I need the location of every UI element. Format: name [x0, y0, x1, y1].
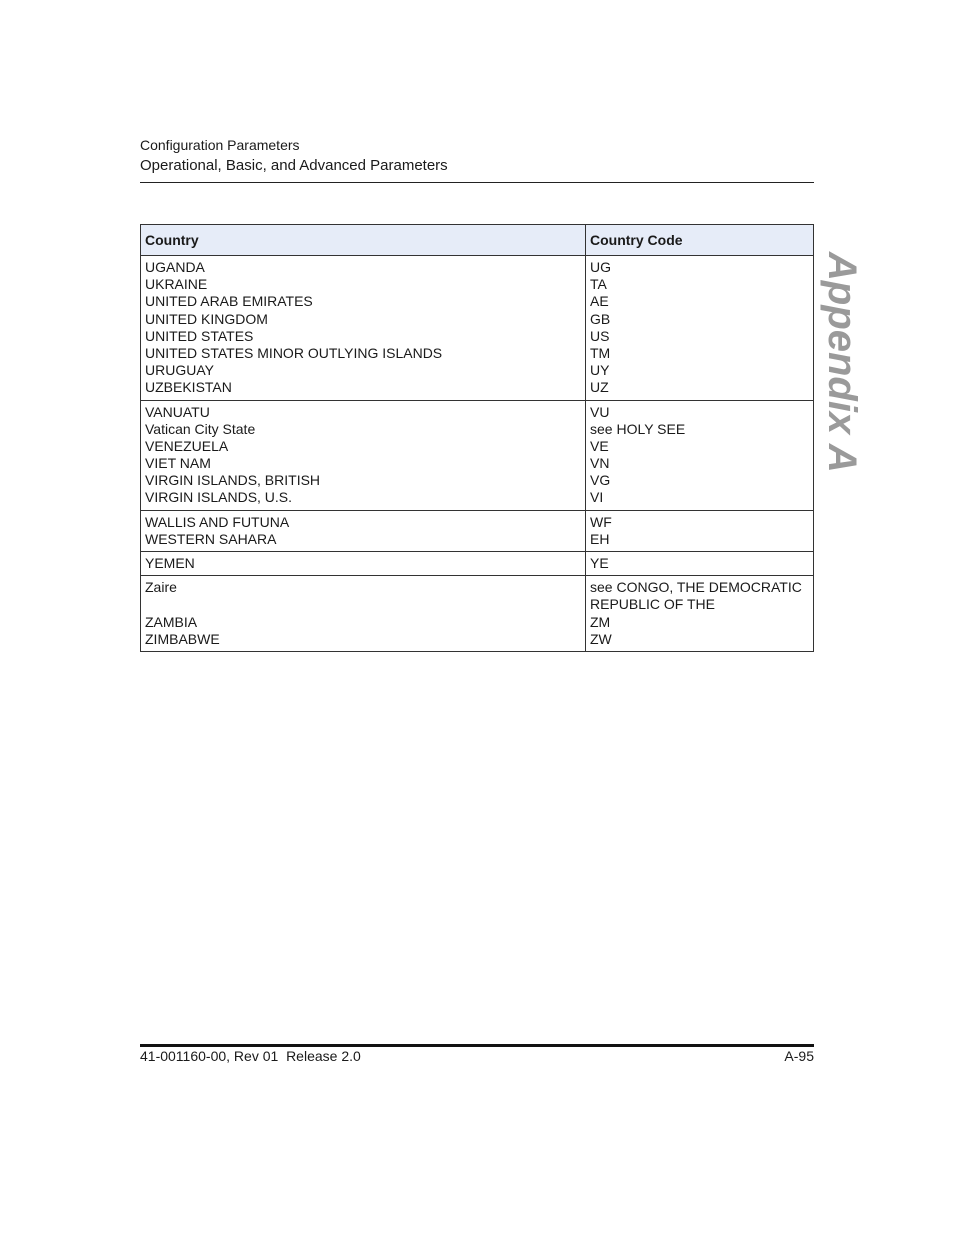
country-code: UY — [590, 362, 610, 379]
country-cell — [141, 256, 586, 401]
country-name: UNITED ARAB EMIRATES — [145, 293, 313, 310]
appendix-side-tab — [820, 252, 864, 473]
column-header-country: Country — [141, 225, 586, 256]
country-name: YEMEN — [145, 555, 195, 571]
country-code: VN — [590, 455, 610, 472]
appendix-side-tab-label: Appendix A — [820, 252, 864, 473]
country-name: UGANDA — [145, 259, 205, 275]
country-code: VG — [590, 472, 611, 489]
country-code-cell — [586, 256, 814, 401]
country-code-cell — [586, 552, 814, 576]
country-name-spacer — [145, 596, 581, 613]
country-code-table — [140, 224, 814, 652]
country-code: GB — [590, 310, 611, 327]
running-header-subsection: Operational, Basic, and Advanced Parameters — [140, 157, 448, 174]
country-code: EH — [590, 530, 610, 547]
country-name: VIET NAM — [145, 455, 211, 472]
country-code-cell — [586, 400, 814, 510]
table-row — [141, 256, 814, 401]
country-name: VANUATU — [145, 403, 210, 420]
footer-page-number: A-95 — [784, 1048, 814, 1064]
country-code: UZ — [590, 379, 609, 396]
table-row — [141, 552, 814, 576]
country-cell — [141, 552, 586, 576]
country-name: ZIMBABWE — [145, 630, 220, 647]
country-cell — [141, 510, 586, 551]
country-cell — [141, 576, 586, 652]
country-code: see CONGO, THE DEMOCRATIC — [590, 579, 802, 596]
country-code: YE — [590, 555, 609, 571]
country-name: URUGUAY — [145, 362, 214, 379]
country-code: TA — [590, 276, 607, 293]
country-name: UNITED STATES MINOR OUTLYING ISLANDS — [145, 344, 443, 361]
country-code: WF — [590, 513, 612, 530]
country-name: VIRGIN ISLANDS, BRITISH — [145, 472, 321, 489]
country-code: US — [590, 327, 610, 344]
country-name: WALLIS AND FUTUNA — [145, 513, 290, 530]
country-name: Vatican City State — [145, 420, 256, 437]
country-name: WESTERN SAHARA — [145, 530, 277, 547]
country-name: UNITED STATES — [145, 327, 254, 344]
table-row — [141, 510, 814, 551]
country-name: Zaire — [145, 579, 177, 596]
country-name: ZAMBIA — [145, 613, 198, 630]
country-code: TM — [590, 344, 611, 361]
country-code: REPUBLIC OF THE — [590, 596, 715, 613]
footer-rule — [140, 1044, 814, 1047]
country-name: UZBEKISTAN — [145, 379, 232, 396]
country-code: AE — [590, 293, 609, 310]
country-code: VE — [590, 437, 609, 454]
country-cell — [141, 400, 586, 510]
country-code: ZM — [590, 613, 611, 630]
table-header-row — [141, 225, 814, 256]
country-code: VU — [590, 403, 610, 420]
country-code-cell — [586, 576, 814, 652]
country-name: VENEZUELA — [145, 437, 229, 454]
table-row — [141, 576, 814, 652]
country-name: VIRGIN ISLANDS, U.S. — [145, 489, 293, 506]
country-code: ZW — [590, 630, 612, 647]
country-code-cell — [586, 510, 814, 551]
running-header-section: Configuration Parameters — [140, 137, 300, 153]
country-code: see HOLY SEE — [590, 420, 686, 437]
country-name: UKRAINE — [145, 276, 208, 293]
header-rule — [140, 182, 814, 183]
column-header-country-code: Country Code — [586, 225, 814, 256]
table-row — [141, 400, 814, 510]
country-code: VI — [590, 489, 604, 506]
country-name: UNITED KINGDOM — [145, 310, 268, 327]
country-code: UG — [590, 259, 611, 275]
footer-doc-id: 41-001160-00, Rev 01 Release 2.0 — [140, 1048, 361, 1064]
